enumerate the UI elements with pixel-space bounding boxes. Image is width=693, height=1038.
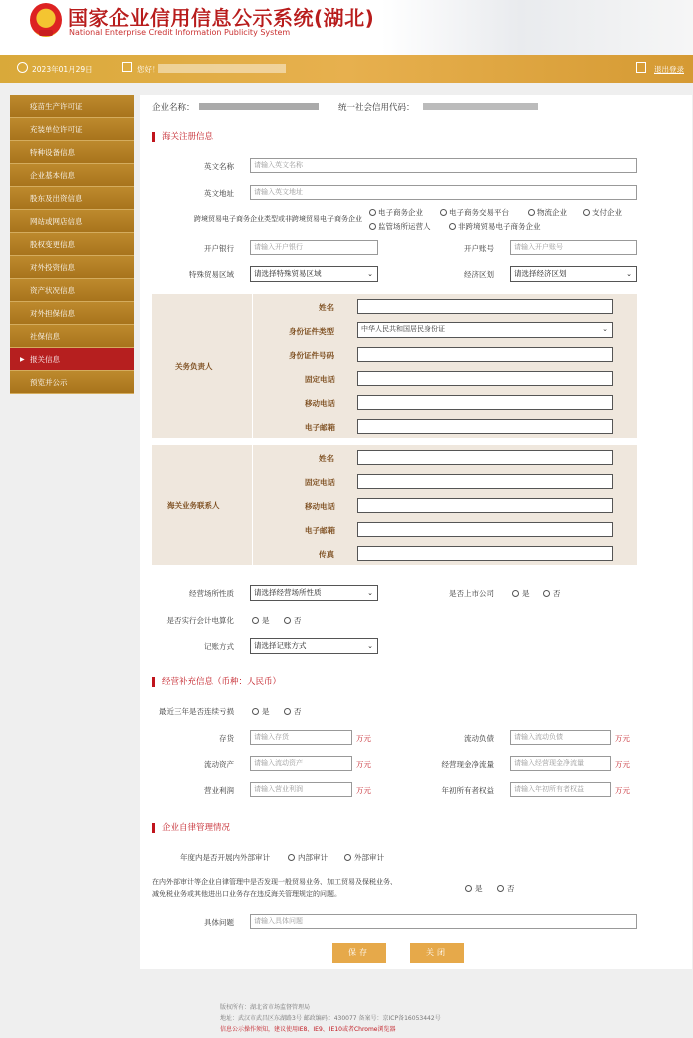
liaison-email-input[interactable]: [357, 522, 613, 537]
unit-label: 万元: [356, 760, 371, 769]
en-name-label: 英文名称: [204, 162, 234, 171]
chevron-down-icon: ⌄: [626, 270, 632, 278]
sidebar-item[interactable]: 充装单位许可证: [10, 118, 134, 141]
issue-question-line2: 减免税业务或其他进出口业务存在违反海关管理规定的问题。: [152, 890, 341, 898]
listed-no-radio[interactable]: 否: [543, 588, 561, 599]
inventory-label: 存货: [219, 734, 234, 743]
issue-question-line1: 在内外部审计等企业自律管理中是否发现一般贸易业务、加工贸易及保税业务、: [152, 878, 397, 886]
principal-idno-input[interactable]: [357, 347, 613, 362]
username-redacted: [158, 64, 286, 73]
ecom-type-label: 跨境贸易电子商务企业类型或非跨境贸易电子商务企业: [194, 215, 362, 223]
unit-label: 万元: [615, 760, 630, 769]
acct-elec-no-radio[interactable]: 否: [284, 615, 302, 626]
trade-zone-label: 特殊贸易区域: [189, 270, 234, 279]
credit-code-label: 统一社会信用代码：: [338, 103, 415, 113]
main-form: [140, 95, 692, 969]
principal-phone-input[interactable]: [357, 371, 613, 386]
sidebar-item[interactable]: 股东及出资信息: [10, 187, 134, 210]
detail-label: 具体问题: [204, 918, 234, 927]
ecom-opt-3[interactable]: 支付企业: [583, 207, 622, 218]
sidebar: [10, 95, 134, 394]
equity-label: 年初所有者权益: [441, 786, 494, 795]
divider: [252, 445, 253, 565]
principal-mobile-label: 移动电话: [305, 399, 335, 408]
sidebar-item[interactable]: 预览并公示: [10, 371, 134, 394]
unit-label: 万元: [615, 734, 630, 743]
audit-external-radio[interactable]: 外部审计: [344, 852, 384, 863]
chevron-down-icon: ⌄: [367, 270, 373, 278]
loss-no-radio[interactable]: 否: [284, 706, 302, 717]
site-title: 国家企业信用信息公示系统(湖北): [68, 6, 375, 30]
principal-idtype-select[interactable]: 中华人民共和国居民身份证 ⌄: [357, 322, 613, 338]
bank-label: 开户银行: [204, 244, 234, 253]
sidebar-item[interactable]: 社保信息: [10, 325, 134, 348]
current-assets-input[interactable]: 请输入流动资产: [250, 756, 352, 771]
sidebar-item[interactable]: 企业基本信息: [10, 164, 134, 187]
liaison-email-label: 电子邮箱: [305, 526, 335, 535]
site-header: [0, 0, 693, 55]
bank-input[interactable]: 请输入开户银行: [250, 240, 378, 255]
bookkeeping-select[interactable]: 请选择记账方式 ⌄: [250, 638, 378, 654]
sidebar-item[interactable]: 对外投资信息: [10, 256, 134, 279]
econ-zone-select[interactable]: 请选择经济区划 ⌄: [510, 266, 637, 282]
liaison-name-label: 姓名: [319, 454, 334, 463]
sidebar-item[interactable]: 股权变更信息: [10, 233, 134, 256]
principal-email-input[interactable]: [357, 419, 613, 434]
unit-label: 万元: [615, 786, 630, 795]
account-input[interactable]: 请输入开户账号: [510, 240, 637, 255]
site-subtitle: National Enterprise Credit Information Publicity System: [69, 28, 291, 37]
principal-idtype-label: 身份证件类型: [289, 327, 334, 336]
chevron-down-icon: ⌄: [367, 589, 373, 597]
sidebar-item[interactable]: 资产状况信息: [10, 279, 134, 302]
cashflow-label: 经营现金净流量: [441, 760, 494, 769]
company-name-redacted: [199, 103, 319, 110]
principal-idno-label: 身份证件号码: [289, 351, 334, 360]
bookkeeping-label: 记账方式: [204, 642, 234, 651]
account-label: 开户账号: [464, 244, 494, 253]
footer-notice-link[interactable]: 信息公示操作须知，建议使用IE8、IE9、IE10或者Chrome浏览器: [220, 1026, 396, 1033]
op-profit-input[interactable]: 请输入营业利润: [250, 782, 352, 797]
principal-name-input[interactable]: [357, 299, 613, 314]
liaison-name-input[interactable]: [357, 450, 613, 465]
sidebar-item[interactable]: 网站或网店信息: [10, 210, 134, 233]
section-customs-title: 海关注册信息: [152, 132, 213, 142]
liaison-mobile-label: 移动电话: [305, 502, 335, 511]
premise-select[interactable]: 请选择经营场所性质 ⌄: [250, 585, 378, 601]
sidebar-item[interactable]: ▶ 报关信息: [10, 348, 134, 371]
ecom-opt-1[interactable]: 电子商务交易平台: [440, 207, 509, 218]
equity-input[interactable]: 请输入年初所有者权益: [510, 782, 611, 797]
current-liab-label: 流动负债: [464, 734, 494, 743]
user-icon: [122, 62, 132, 72]
footer-address: 地址：武汉市武昌区东湖路3号 邮政编码：430077 备案号：京ICP备16053442号: [220, 1015, 441, 1022]
footer-copyright: 版权所有：湖北省市场监督管理局: [220, 1004, 311, 1011]
save-button[interactable]: 保存: [332, 943, 386, 963]
ecom-opt-5[interactable]: 非跨境贸易电子商务企业: [449, 221, 541, 232]
principal-name-label: 姓名: [319, 303, 334, 312]
unit-label: 万元: [356, 734, 371, 743]
unit-label: 万元: [356, 786, 371, 795]
trade-zone-select[interactable]: 请选择特殊贸易区域 ⌄: [250, 266, 378, 282]
credit-code-redacted: [423, 103, 538, 110]
en-addr-input[interactable]: 请输入英文地址: [250, 185, 637, 200]
current-date: 2023年01月29日: [32, 65, 93, 74]
en-addr-label: 英文地址: [204, 189, 234, 198]
ecom-opt-4[interactable]: 监管场所运营人: [369, 221, 431, 232]
audit-label: 年度内是否开展内外部审计: [180, 853, 270, 862]
liaison-phone-input[interactable]: [357, 474, 613, 489]
premise-label: 经营场所性质: [189, 589, 234, 598]
listed-label: 是否上市公司: [449, 589, 494, 598]
chevron-down-icon: ⌄: [367, 642, 373, 650]
clock-icon: [17, 62, 28, 73]
acct-elec-yes-radio[interactable]: 是: [252, 615, 270, 626]
close-button[interactable]: 关闭: [410, 943, 464, 963]
ecom-opt-0[interactable]: 电子商务企业: [369, 207, 423, 218]
liaison-block: [152, 445, 637, 565]
en-name-input[interactable]: 请输入英文名称: [250, 158, 637, 173]
op-profit-label: 营业利润: [204, 786, 234, 795]
econ-zone-label: 经济区划: [464, 270, 494, 279]
liaison-fax-input[interactable]: [357, 546, 613, 561]
current-assets-label: 流动资产: [204, 760, 234, 769]
sidebar-item[interactable]: 对外担保信息: [10, 302, 134, 325]
liaison-mobile-input[interactable]: [357, 498, 613, 513]
principal-group-label: 关务负责人: [175, 362, 213, 371]
logout-link[interactable]: 退出登录: [654, 65, 684, 74]
footer: [0, 995, 693, 1038]
principal-email-label: 电子邮箱: [305, 423, 335, 432]
audit-internal-radio[interactable]: 内部审计: [288, 852, 328, 863]
cashflow-input[interactable]: 请输入经营现金净流量: [510, 756, 611, 771]
sidebar-item[interactable]: 特种设备信息: [10, 141, 134, 164]
top-bar: [0, 55, 693, 83]
divider: [252, 294, 253, 438]
liaison-phone-label: 固定电话: [305, 478, 335, 487]
ecom-opt-2[interactable]: 物流企业: [528, 207, 567, 218]
acct-elec-label: 是否实行会计电算化: [166, 616, 234, 625]
principal-block: [152, 294, 637, 438]
chevron-down-icon: ⌄: [602, 325, 608, 333]
principal-mobile-input[interactable]: [357, 395, 613, 410]
issue-yes-radio[interactable]: 是: [465, 883, 483, 894]
inventory-input[interactable]: 请输入存货: [250, 730, 352, 745]
section-biz-title: 经营补充信息（币种：人民币）: [152, 677, 281, 687]
greeting: 您好！: [137, 65, 160, 74]
logout-icon[interactable]: [636, 62, 646, 73]
national-emblem-icon: [30, 3, 62, 37]
detail-input[interactable]: 请输入具体问题: [250, 914, 637, 929]
listed-yes-radio[interactable]: 是: [512, 588, 530, 599]
loss-label: 最近三年是否连续亏损: [159, 707, 234, 716]
sidebar-item[interactable]: 疫苗生产许可证: [10, 95, 134, 118]
company-name-label: 企业名称：: [152, 103, 195, 113]
liaison-group-label: 海关业务联系人: [167, 501, 220, 510]
principal-phone-label: 固定电话: [305, 375, 335, 384]
section-self-title: 企业自律管理情况: [152, 823, 230, 833]
loss-yes-radio[interactable]: 是: [252, 706, 270, 717]
current-liab-input[interactable]: 请输入流动负债: [510, 730, 611, 745]
liaison-fax-label: 传真: [319, 550, 334, 559]
issue-no-radio[interactable]: 否: [497, 883, 515, 894]
